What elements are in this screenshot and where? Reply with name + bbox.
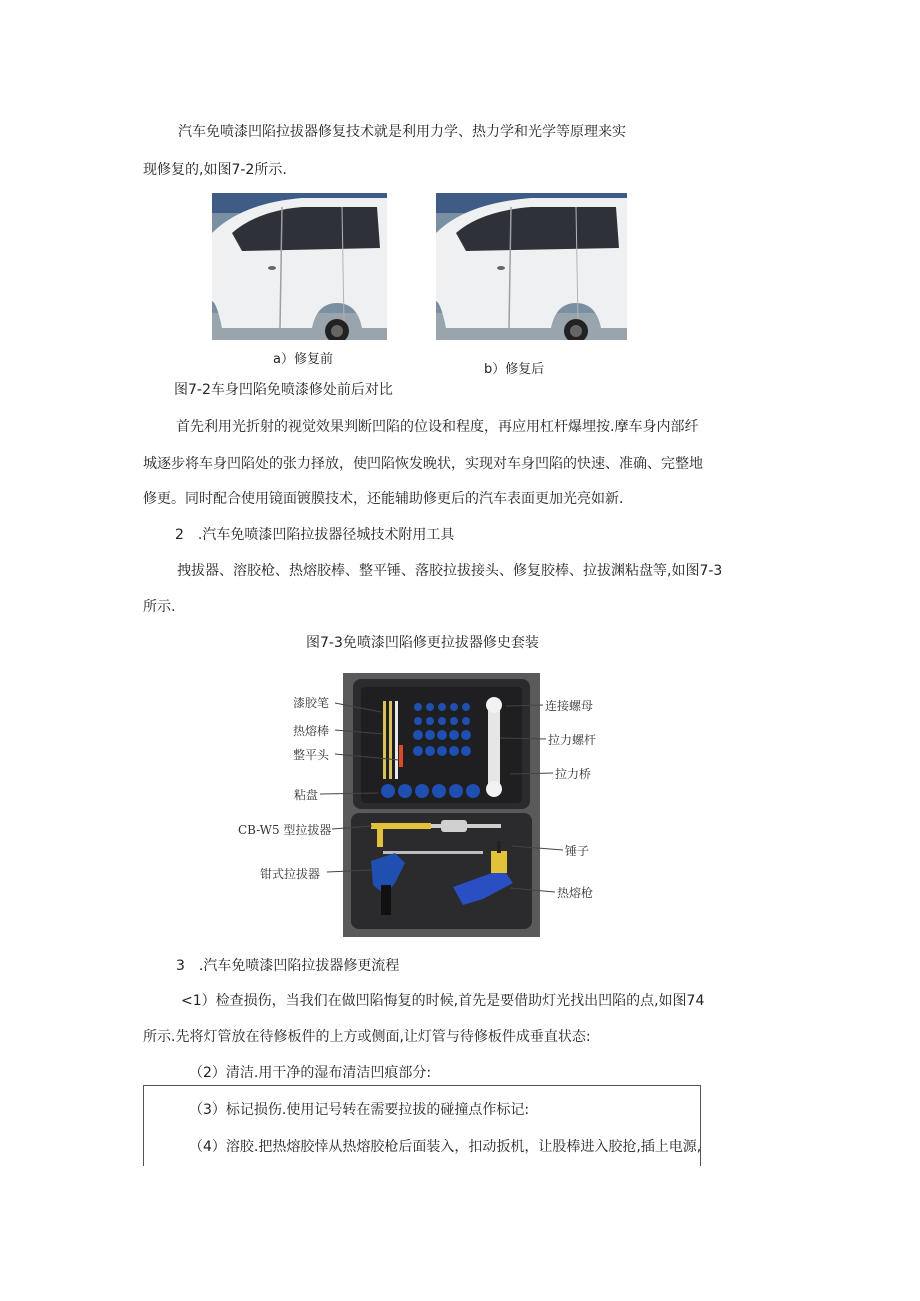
step-4: （4）溶胶.把热熔胶悻从热熔胶枪后面装入，扣动扳机，让股棒进入胶抢,插上电源, <box>189 1139 702 1155</box>
figure-7-2-caption-a: a）修复前 <box>273 352 333 367</box>
section-3-heading: 3 .汽车免喷漆凹陷拉拔器修更流程 <box>176 958 400 974</box>
kit-label-plier-puller: 钳式拉拔器 <box>260 867 321 881</box>
kit-label-suction-cup: 粘盘 <box>294 788 319 802</box>
paragraph-2-line-1: 首先利用光折射的视觉效果判断凹陷的位设和程度，再应用杠杆爆埋按.摩车身内部纤 <box>176 419 699 435</box>
step-2: （2）清洁.用干净的湿布清洁凹痕部分: <box>189 1065 432 1081</box>
step-1-line-1: <1）检查损伤，当我们在做凹陷悔复的时候,首先是要借助灯光找出凹陷的点,如图74 <box>181 993 705 1009</box>
kit-label-hammer: 锤子 <box>565 844 590 858</box>
section-2-heading: 2 .汽车免喷漆凹陷拉拔器径城技术附用工具 <box>175 527 455 543</box>
kit-label-cb-puller: CB-W5 型拉拔器 <box>238 823 332 837</box>
figure-7-2-title: 图7-2车身凹陷免喷漆修处前后对比 <box>174 382 393 398</box>
kit-label-nut: 连接螺母 <box>545 699 594 713</box>
paragraph-2-line-2: 城逐步将车身凹陷处的张力择放，使凹陷恢发晚状，实现对车身凹陷的快速、准确、完整地 <box>143 456 703 472</box>
kit-label-pull-bridge: 拉力桥 <box>555 767 592 781</box>
kit-label-pull-screw: 拉力螺杆 <box>548 733 597 747</box>
kit-label-glue-gun: 热熔枪 <box>557 886 594 900</box>
paragraph-3-line-1: 拽拔器、溶胶枪、热熔胶棒、整平锤、落胶拉拔接头、修复胶棒、拉拔渊粘盘等,如图7-3 <box>177 563 723 579</box>
figure-7-2-caption-b: b）修复后 <box>484 362 545 377</box>
paragraph-1-line-1: 汽车免喷漆凹陷拉拔器修复技术就是利用力学、热力学和光学等原理来实 <box>178 124 626 140</box>
figure-7-3-title: 图7-3免喷漆凹陷修更拉拔器修史套装 <box>306 635 539 651</box>
kit-label-leveling-head: 整平头 <box>293 748 330 762</box>
step-1-line-2: 所示.先将灯管放在待修板件的上方或侧面,让灯管与待修板件成垂直状态: <box>143 1029 591 1045</box>
kit-label-hot-melt-stick: 热熔棒 <box>293 724 330 738</box>
paragraph-2-line-3: 修更。同时配合使用镜面镀膜技术，还能辅助修更后的汽车表面更加光亮如新. <box>143 491 624 507</box>
paragraph-1-line-2: 现修复的,如图7-2所示. <box>143 162 287 178</box>
kit-label-glue-pen: 漆胶笔 <box>293 696 330 710</box>
paragraph-3-line-2: 所示. <box>143 599 176 615</box>
step-3: （3）标记损伤.使用记号转在需要拉拔的碰撞点作标记: <box>189 1102 530 1118</box>
